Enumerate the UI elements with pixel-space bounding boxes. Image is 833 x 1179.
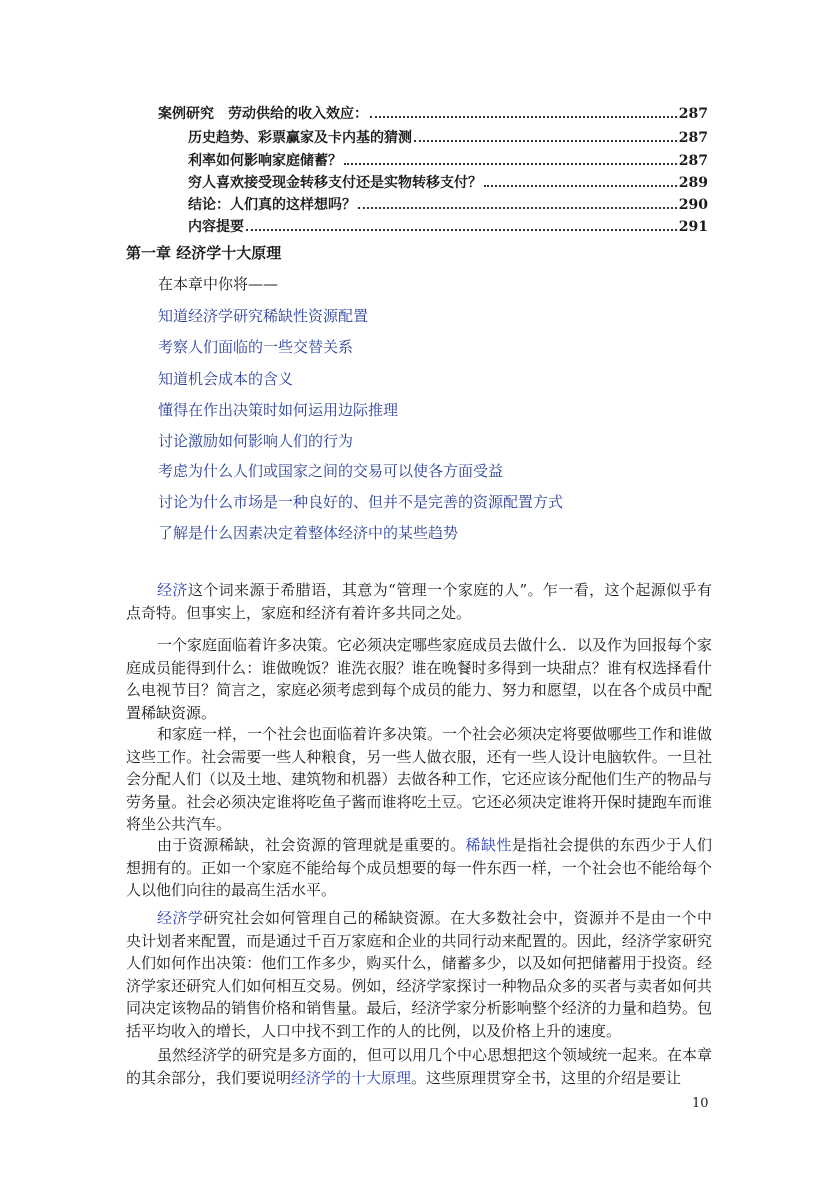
paragraph-text: 这个词来源于希腊语，其意为“管理一个家庭的人”。乍一看，这个起源似乎有点奇特。但事实上，家庭和经济有着许多共同之处。 bbox=[126, 581, 712, 622]
learning-goal[interactable]: 知道经济学研究稀缺性资源配置 bbox=[158, 307, 369, 325]
toc-entry-page: 291 bbox=[678, 219, 708, 235]
keyword-link[interactable]: 经济学 bbox=[157, 909, 204, 927]
body-paragraph bbox=[126, 834, 712, 902]
chapter-intro: 在本章中你将—— bbox=[158, 275, 279, 293]
toc-entry-title: 利率如何影响家庭储蓄？ bbox=[188, 153, 342, 169]
paragraph-text: 。这些原理贯穿全书，这里的介绍是要让 bbox=[411, 1068, 682, 1087]
toc-entry-page: 287 bbox=[678, 153, 708, 169]
keyword-link[interactable]: 稀缺性 bbox=[465, 836, 512, 854]
toc-leader-dots bbox=[370, 116, 677, 118]
toc-entry-title: 结论：人们真的这样想吗？ bbox=[188, 197, 356, 213]
body-paragraph bbox=[126, 1044, 712, 1089]
paragraph-text: 虽然经济学的研究是多方面的，但可以用几个中心思想把这个领域统一起来。在本章的其余部分，我们要说明 bbox=[126, 1046, 713, 1087]
toc-entry[interactable] bbox=[158, 103, 708, 123]
paragraph-text: 研究社会如何管理自己的稀缺资源。在大多数社会中，资源并不是由一个中央计划者来配置，而是通过千百万家庭和企业的共同行动来配置的。因此，经济学家研究人们如何作出决策：他们工作多少，购买什么，储蓄多少，以及如何把储蓄用于投资。经济学家还研究人们如何相互交易。例如，经济学家探讨一种物品众多的买者与卖者如何共同决定该物品的销售价格和销售量。最后，经济学家分析影响整个经济的力量和趋势。包括平均收入的增长，人口中找不到工作的人的比例，以及价格上升的速度。 bbox=[126, 909, 712, 1040]
toc-entry-title: 穷人喜欢接受现金转移支付还是实物转移支付？ bbox=[188, 175, 482, 191]
toc-entry[interactable] bbox=[188, 127, 708, 147]
toc-leader-dots bbox=[246, 229, 677, 231]
toc-entry[interactable] bbox=[188, 216, 708, 236]
toc-entry-page: 290 bbox=[678, 197, 708, 213]
toc-entry-page: 287 bbox=[678, 130, 708, 146]
toc-leader-dots bbox=[358, 207, 677, 209]
chapter-title: 第一章 经济学十大原理 bbox=[126, 244, 282, 262]
body-paragraph: 和家庭一样，一个社会也面临着许多决策。一个社会必须决定将要做哪些工作和谁做这些工作。社会需要一些人种粮食，另一些人做衣服，还有一些人设计电脑软件。一旦社会分配人们（以及土地、建筑物和机器）去做各种工作，它还应该分配他们生产的物品与劳务量。社会必须决定谁将吃鱼子酱而谁将吃土豆。它还必须决定谁将开保时捷跑车而谁将坐公共汽车。 bbox=[126, 725, 713, 833]
toc-leader-dots bbox=[484, 185, 677, 187]
toc-entry[interactable] bbox=[188, 172, 708, 192]
toc-entry-page: 289 bbox=[678, 175, 708, 191]
learning-goal[interactable]: 讨论激励如何影响人们的行为 bbox=[158, 432, 354, 450]
toc-leader-dots bbox=[344, 163, 677, 165]
learning-goal[interactable]: 考察人们面临的一些交替关系 bbox=[158, 338, 354, 356]
page-number: 10 bbox=[692, 1096, 709, 1111]
keyword-link[interactable]: 经济学的十大原理 bbox=[291, 1068, 412, 1087]
toc-entry-title: 案例研究 劳动供给的收入效应： bbox=[158, 106, 368, 122]
body-paragraph: 一个家庭面临着许多决策。它必须决定哪些家庭成员去做什么．以及作为回报每个家庭成员能得到什么：谁做晚饭？谁洗衣服？谁在晚餐时多得到一块甜点？谁有权选择看什么电视节目？简言之，家庭必须考虑到每个成员的能力、努力和愿望，以在各个成员中配置稀缺资源。 bbox=[126, 636, 713, 722]
learning-goal[interactable]: 了解是什么因素决定着整体经济中的某些趋势 bbox=[158, 524, 459, 542]
learning-goal[interactable]: 考虑为什么人们或国家之间的交易可以使各方面受益 bbox=[158, 462, 504, 480]
learning-goal[interactable]: 懂得在作出决策时如何运用边际推理 bbox=[158, 401, 399, 419]
toc-entry-title: 内容提要 bbox=[188, 219, 244, 235]
body-paragraph bbox=[126, 579, 712, 624]
toc-entry-title: 历史趋势、彩票赢家及卡内基的猜测 bbox=[188, 130, 412, 146]
keyword-link[interactable]: 经济 bbox=[157, 581, 188, 599]
toc-entry-page: 287 bbox=[678, 106, 708, 122]
paragraph-text: 是指社会提供的东西少于人们想拥有的。正如一个家庭不能给每个成员想要的每一件东西一样，一个社会也不能给每个人以他们向往的最高生活水平。 bbox=[126, 836, 712, 899]
toc-entry[interactable] bbox=[188, 194, 708, 214]
learning-goal[interactable]: 讨论为什么市场是一种良好的、但并不是完善的资源配置方式 bbox=[158, 493, 564, 511]
toc-leader-dots bbox=[414, 140, 677, 142]
learning-goal[interactable]: 知道机会成本的含义 bbox=[158, 370, 294, 388]
body-paragraph bbox=[126, 907, 712, 1042]
toc-entry[interactable] bbox=[188, 150, 708, 170]
paragraph-text: 由于资源稀缺，社会资源的管理就是重要的。 bbox=[157, 836, 466, 854]
